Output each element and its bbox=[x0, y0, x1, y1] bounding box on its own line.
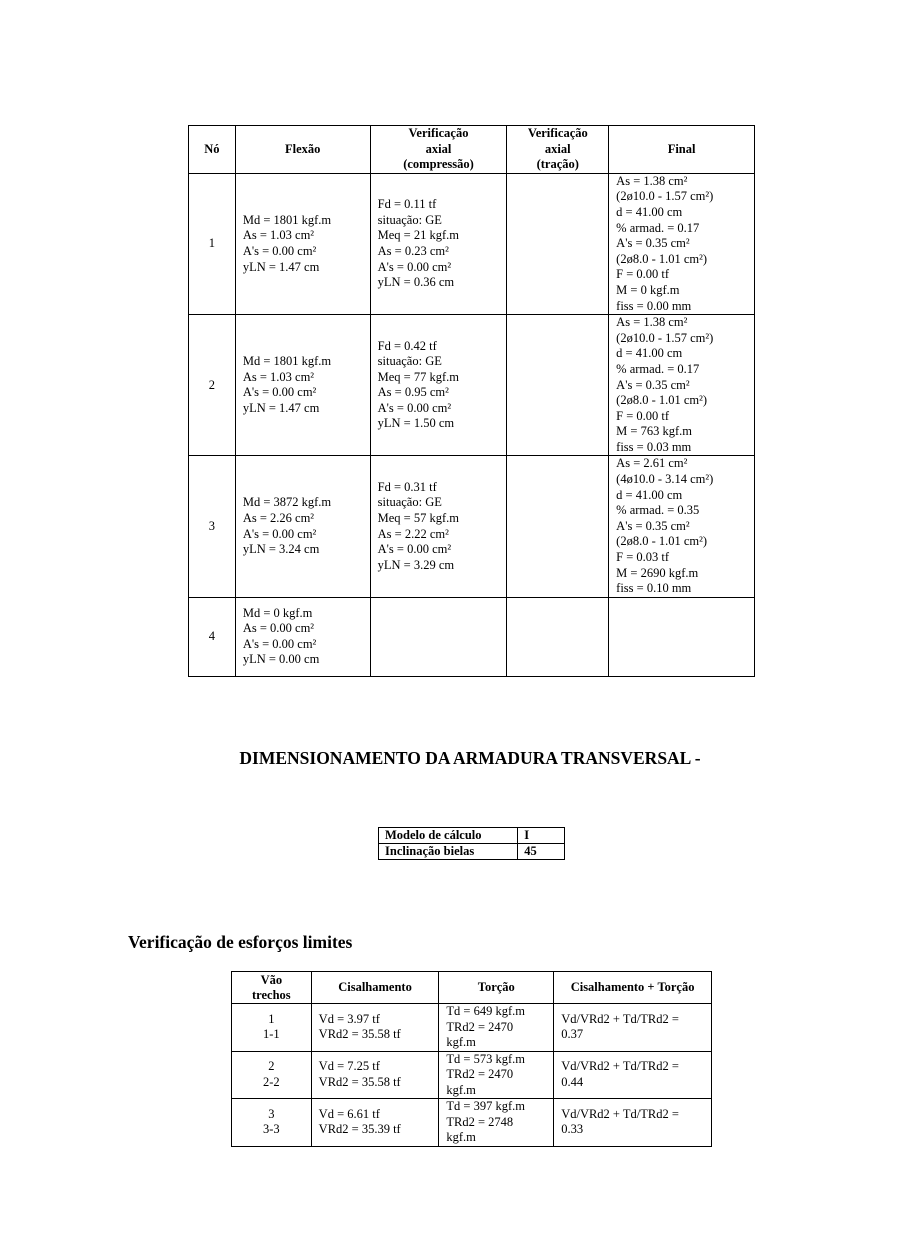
limits-title: Verificação de esforços limites bbox=[128, 932, 353, 952]
table-row bbox=[189, 597, 755, 676]
header-axial-compressao: Verificação axial (compressão) bbox=[370, 126, 507, 174]
table-row bbox=[379, 844, 565, 860]
compressao-cell bbox=[370, 597, 507, 676]
header-torcao: Torção bbox=[439, 972, 554, 1004]
model-label: Modelo de cálculo bbox=[379, 828, 518, 844]
tracao-cell bbox=[507, 315, 609, 456]
final-cell: As = 1.38 cm² (2ø10.0 - 1.57 cm²) d = 41.00 cm % armad. = 0.17 A's = 0.35 cm² (2ø8.0 - 1.01 cm²) F = 0.00 tf M = 763 kgf.m fiss = 0.03 mm bbox=[609, 315, 755, 456]
table-header-row bbox=[232, 972, 712, 1004]
vao-cell: 3 3-3 bbox=[232, 1099, 312, 1147]
header-no: Nó bbox=[189, 126, 236, 174]
node-number: 1 bbox=[189, 173, 236, 314]
final-cell: As = 2.61 cm² (4ø10.0 - 3.14 cm²) d = 41.00 cm % armad. = 0.35 A's = 0.35 cm² (2ø8.0 - 1.01 cm²) F = 0.03 tf M = 2690 kgf.m fiss = 0.10 mm bbox=[609, 456, 755, 597]
section-title: DIMENSIONAMENTO DA ARMADURA TRANSVERSAL - bbox=[239, 748, 701, 768]
compressao-cell: Fd = 0.31 tf situação: GE Meq = 57 kgf.m As = 2.22 cm² A's = 0.00 cm² yLN = 3.29 cm bbox=[370, 456, 507, 597]
compressao-cell: Fd = 0.11 tf situação: GE Meq = 21 kgf.m As = 0.23 cm² A's = 0.00 cm² yLN = 0.36 cm bbox=[370, 173, 507, 314]
model-table bbox=[378, 827, 565, 860]
flexao-cell: Md = 1801 kgf.m As = 1.03 cm² A's = 0.00 cm² yLN = 1.47 cm bbox=[235, 173, 370, 314]
node-results-table bbox=[188, 125, 755, 677]
node-number: 4 bbox=[189, 597, 236, 676]
cisalhamento-torcao-cell: Vd/VRd2 + Td/TRd2 = 0.44 bbox=[554, 1051, 712, 1099]
cisalhamento-cell: Vd = 6.61 tf VRd2 = 35.39 tf bbox=[311, 1099, 439, 1147]
final-cell: As = 1.38 cm² (2ø10.0 - 1.57 cm²) d = 41.00 cm % armad. = 0.17 A's = 0.35 cm² (2ø8.0 - 1.01 cm²) F = 0.00 tf M = 0 kgf.m fiss = 0.00 mm bbox=[609, 173, 755, 314]
table-row bbox=[189, 173, 755, 314]
tracao-cell bbox=[507, 173, 609, 314]
final-cell bbox=[609, 597, 755, 676]
table-header-row bbox=[189, 126, 755, 174]
header-axial-tracao: Verificação axial (tração) bbox=[507, 126, 609, 174]
table-row bbox=[379, 828, 565, 844]
torcao-cell: Td = 649 kgf.m TRd2 = 2470 kgf.m bbox=[439, 1004, 554, 1052]
flexao-cell: Md = 0 kgf.m As = 0.00 cm² A's = 0.00 cm² yLN = 0.00 cm bbox=[235, 597, 370, 676]
cisalhamento-torcao-cell: Vd/VRd2 + Td/TRd2 = 0.37 bbox=[554, 1004, 712, 1052]
header-flexao: Flexão bbox=[235, 126, 370, 174]
table-row bbox=[232, 1099, 712, 1147]
inclination-label: Inclinação bielas bbox=[379, 844, 518, 860]
header-cisalhamento-torcao: Cisalhamento + Torção bbox=[554, 972, 712, 1004]
node-number: 2 bbox=[189, 315, 236, 456]
table-row bbox=[189, 456, 755, 597]
cisalhamento-torcao-cell: Vd/VRd2 + Td/TRd2 = 0.33 bbox=[554, 1099, 712, 1147]
node-number: 3 bbox=[189, 456, 236, 597]
table-row bbox=[232, 1051, 712, 1099]
vao-cell: 1 1-1 bbox=[232, 1004, 312, 1052]
model-value: I bbox=[518, 828, 565, 844]
flexao-cell: Md = 3872 kgf.m As = 2.26 cm² A's = 0.00 cm² yLN = 3.24 cm bbox=[235, 456, 370, 597]
vao-cell: 2 2-2 bbox=[232, 1051, 312, 1099]
tracao-cell bbox=[507, 597, 609, 676]
header-vao-trechos: Vão trechos bbox=[232, 972, 312, 1004]
table-row bbox=[232, 1004, 712, 1052]
compressao-cell: Fd = 0.42 tf situação: GE Meq = 77 kgf.m As = 0.95 cm² A's = 0.00 cm² yLN = 1.50 cm bbox=[370, 315, 507, 456]
header-final: Final bbox=[609, 126, 755, 174]
table-row bbox=[189, 315, 755, 456]
torcao-cell: Td = 573 kgf.m TRd2 = 2470 kgf.m bbox=[439, 1051, 554, 1099]
torcao-cell: Td = 397 kgf.m TRd2 = 2748 kgf.m bbox=[439, 1099, 554, 1147]
cisalhamento-cell: Vd = 3.97 tf VRd2 = 35.58 tf bbox=[311, 1004, 439, 1052]
tracao-cell bbox=[507, 456, 609, 597]
inclination-value: 45 bbox=[518, 844, 565, 860]
flexao-cell: Md = 1801 kgf.m As = 1.03 cm² A's = 0.00 cm² yLN = 1.47 cm bbox=[235, 315, 370, 456]
limits-table bbox=[231, 971, 712, 1147]
cisalhamento-cell: Vd = 7.25 tf VRd2 = 35.58 tf bbox=[311, 1051, 439, 1099]
header-cisalhamento: Cisalhamento bbox=[311, 972, 439, 1004]
